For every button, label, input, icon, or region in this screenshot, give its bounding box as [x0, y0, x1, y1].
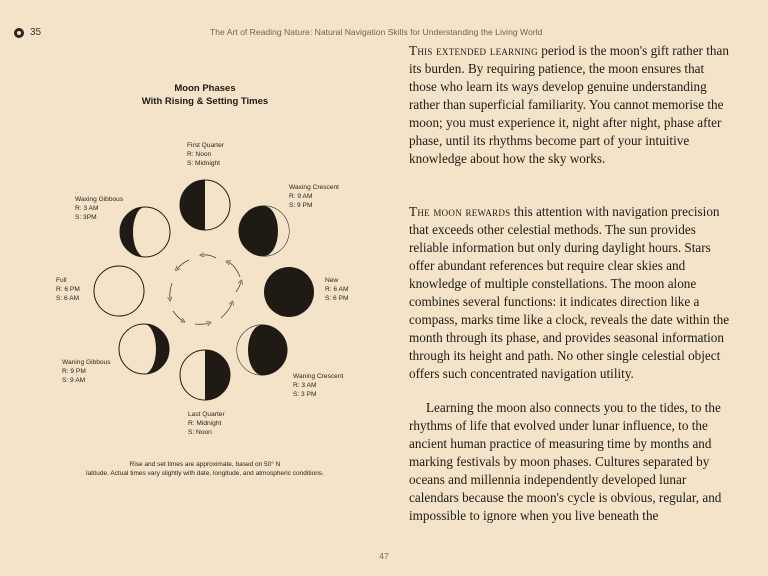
phase-name: Waning Crescent — [293, 373, 344, 380]
paragraph-text: this attention with navigation precision that exceeds other celestial methods. The sun provides reliable information but only during daylight hours. Stars offer abundant references but require clear skies and knowledge of multiple constellations. The moon alone combines several functions: it indicates direction like a compass, marks time like a clock, reveals the date within the month through its phase, and provides seasonal information through its height and path. No other single celestial object offers such concentrated navigation utility. — [409, 204, 730, 381]
figure-title-line1: Moon Phases — [174, 83, 236, 94]
phase-name: First Quarter — [187, 142, 225, 149]
arrow-5 — [173, 311, 183, 321]
arrow-1 — [228, 262, 240, 277]
set-time: S: 6 PM — [325, 295, 349, 302]
caption-line2: latitude. Actual times vary slightly with date, longitude, and atmospheric conditions. — [86, 470, 324, 477]
set-time: S: Midnight — [187, 160, 220, 167]
phase-name: Waxing Crescent — [289, 184, 339, 191]
moon-phase-figure — [40, 82, 370, 487]
set-time: S: 9 AM — [62, 377, 86, 384]
phase-name: Waning Gibbous — [62, 359, 111, 366]
paragraph: Learning the moon also connects you to the tides, to the rhythms of life that evolved under lunar influence, to the ancient human practice of measuring time by months and marking festivals by moon phases. Cultures separated by oceans and millennia independently developed lunar calendars because the moon's cycle is obvious, regular, and impossible to ignore when you live beneath the — [409, 400, 722, 523]
book-title: The Art of Reading Nature: Natural Navigation Skills for Understanding the Living World — [210, 27, 543, 37]
first-quarter-moon — [180, 180, 230, 230]
label-new — [325, 276, 348, 303]
arrow-4 — [170, 283, 172, 299]
rise-time: R: 6 PM — [56, 286, 80, 293]
waxing-gibbous-moon — [120, 207, 170, 257]
last-quarter-moon — [180, 350, 230, 400]
label-waning-gibbous — [62, 358, 111, 385]
figure-caption — [40, 460, 370, 478]
phase-name: Waxing Gibbous — [75, 196, 124, 203]
label-waxing-crescent — [289, 183, 339, 210]
label-last-quarter — [188, 410, 225, 437]
new-moon — [264, 267, 314, 317]
figure-title-line2: With Rising & Setting Times — [141, 96, 269, 107]
paragraph — [409, 203, 734, 383]
arrow-3 — [177, 260, 189, 269]
rise-time: R: Noon — [187, 151, 212, 158]
set-time: S: 9 PM — [289, 202, 313, 209]
rise-time: R: 3 AM — [75, 205, 99, 212]
arrow-6 — [195, 323, 209, 324]
page-dot-icon — [14, 28, 24, 38]
label-waning-crescent — [293, 372, 343, 399]
phase-name: Full — [56, 277, 67, 284]
label-waxing-gibbous — [75, 195, 123, 222]
phase-name: New — [325, 277, 339, 284]
full-moon — [94, 266, 144, 316]
paragraph — [409, 42, 734, 168]
set-time: S: Noon — [188, 429, 212, 436]
phase-name: Last Quarter — [188, 411, 225, 418]
waning-gibbous-moon — [119, 324, 169, 374]
page-number: 47 — [379, 551, 389, 561]
arrow-8 — [236, 282, 241, 292]
set-time: S: 3PM — [75, 214, 97, 221]
lead-in: The moon rewards — [409, 204, 511, 219]
page-marker — [14, 27, 41, 38]
arrow-7 — [221, 303, 232, 318]
rise-time: R: 9 PM — [62, 368, 86, 375]
arrow-2 — [202, 255, 216, 258]
label-full — [56, 276, 80, 303]
set-time: S: 6 AM — [56, 295, 80, 302]
caption-line1: Rise and set times are approximate, based on 50° N — [129, 461, 281, 468]
waning-crescent-moon — [237, 325, 287, 375]
waxing-crescent-moon — [239, 206, 289, 256]
rise-time: R: 9 AM — [289, 193, 313, 200]
label-first-quarter — [187, 141, 224, 168]
paragraph-text: period is the moon's gift rather than its burden. By requiring patience, the moon ensures that those who learn its ways develop genuine understanding rather than superficial familiarity. You cannot memorise the moon; you must experience it, night after night, phase after phase, until its rhythms become part of your intuitive knowledge about how the sky works. — [409, 43, 729, 166]
lead-in: This extended learning — [409, 43, 538, 58]
cycle-arrows — [170, 255, 241, 325]
page-indicator: 35 — [30, 27, 42, 38]
rise-time: R: Midnight — [188, 420, 222, 427]
set-time: S: 3 PM — [293, 391, 317, 398]
rise-time: R: 3 AM — [293, 382, 317, 389]
rise-time: R: 6 AM — [325, 286, 349, 293]
